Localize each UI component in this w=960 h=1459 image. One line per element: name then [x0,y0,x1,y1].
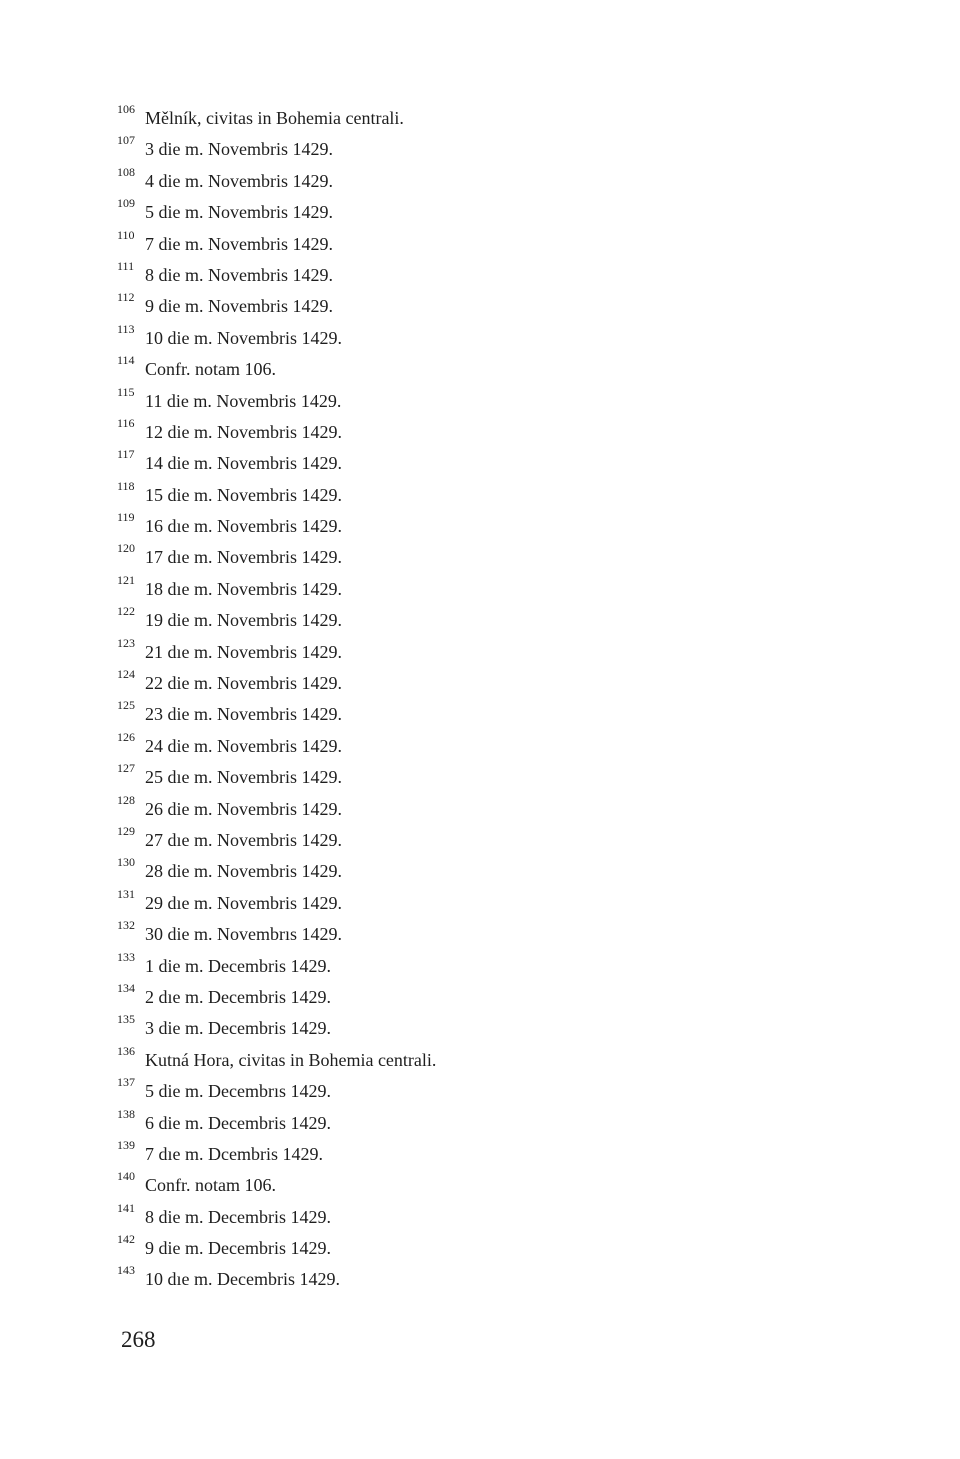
footnote-item [117,855,436,886]
footnote-item [117,165,436,196]
footnote-number: 122 [117,604,135,619]
footnote-number: 112 [117,290,135,305]
footnote-number: 126 [117,729,135,744]
footnote-text: 22 die m. Novembris 1429. [145,673,342,694]
footnote-number: 142 [117,1232,135,1247]
footnote-item [117,447,436,478]
footnote-text: 25 dıe m. Novembris 1429. [145,767,342,788]
footnote-text: 10 dıe m. Decembris 1429. [145,1269,340,1290]
footnote-number: 143 [117,1263,135,1278]
footnote-text: 10 die m. Novembris 1429. [145,327,342,348]
footnote-item [117,761,436,792]
footnote-item [117,698,436,729]
footnote-number: 140 [117,1169,135,1184]
footnote-text: 17 dıe m. Novembris 1429. [145,547,342,568]
page-number: 268 [121,1327,156,1352]
footnote-number: 132 [117,918,135,933]
footnote-number: 127 [117,761,135,776]
footnote-item [117,824,436,855]
footnote-text: 24 die m. Novembris 1429. [145,735,342,756]
footnote-text: 1 die m. Decembris 1429. [145,955,331,976]
footnote-text: 11 die m. Novembris 1429. [145,390,342,411]
footnote-text: 30 die m. Novembrıs 1429. [145,924,342,945]
footnote-number: 107 [117,133,135,148]
footnote-number: 129 [117,823,135,838]
footnote-text: Mělník, civitas in Bohemia centrali. [145,108,404,128]
footnote-number: 136 [117,1043,135,1058]
footnote-text: 27 dıe m. Novembris 1429. [145,829,342,850]
footnote-number: 135 [117,1012,135,1027]
footnote-text: Confr. notam 106. [145,1175,276,1196]
footnote-number: 138 [117,1106,135,1121]
footnote-number: 108 [117,164,135,179]
footnote-number: 128 [117,792,135,807]
footnote-item [117,918,436,949]
footnote-text: 26 die m. Novembris 1429. [145,798,342,819]
footnotes-list [117,102,436,1295]
footnote-item [117,510,436,541]
footnote-number: 109 [117,196,135,211]
footnote-number: 113 [117,321,135,336]
footnote-item [117,1201,436,1232]
footnote-number: 139 [117,1137,135,1152]
footnote-text: 21 dıe m. Novembris 1429. [145,641,342,662]
footnote-text: 15 die m. Novembris 1429. [145,484,342,505]
footnote-number: 117 [117,447,135,462]
footnote-number: 141 [117,1200,135,1215]
footnote-item [117,416,436,447]
footnote-item [117,636,436,667]
footnote-number: 131 [117,886,135,901]
footnote-item [117,950,436,981]
footnote-number: 116 [117,415,135,430]
footnote-item [117,793,436,824]
footnote-number: 137 [117,1075,135,1090]
footnote-text: 12 die m. Novembris 1429. [145,421,342,442]
footnote-text: 3 die m. Decembris 1429. [145,1018,331,1039]
footnote-item [117,259,436,290]
footnote-number: 120 [117,541,135,556]
footnote-text: 28 die m. Novembris 1429. [145,861,342,882]
footnote-item [117,353,436,384]
footnote-item [117,541,436,572]
footnote-text: 2 dıe m. Decembris 1429. [145,986,331,1007]
footnote-text: 5 die m. Decembrıs 1429. [145,1081,331,1102]
footnote-item [117,1263,436,1294]
footnote-item [117,102,436,133]
footnote-number: 115 [117,384,135,399]
footnote-text: 8 die m. Decembris 1429. [145,1206,331,1227]
footnote-number: 110 [117,227,135,242]
footnote-item [117,228,436,259]
footnote-item [117,196,436,227]
footnote-item [117,1107,436,1138]
footnote-item [117,1138,436,1169]
footnote-number: 130 [117,855,135,870]
footnote-number: 134 [117,980,135,995]
footnote-text: 8 die m. Novembris 1429. [145,264,333,285]
footnote-item [117,887,436,918]
footnote-item [117,981,436,1012]
footnote-text: 9 die m. Novembris 1429. [145,296,333,317]
footnote-text: 3 die m. Novembris 1429. [145,139,333,160]
footnote-item [117,573,436,604]
footnote-item [117,667,436,698]
footnote-text: 18 dıe m. Novembris 1429. [145,578,342,599]
footnote-number: 118 [117,478,135,493]
footnote-item [117,322,436,353]
footnote-text: 7 dıe m. Dcembris 1429. [145,1143,323,1164]
footnote-text: 4 die m. Novembris 1429. [145,170,333,191]
footnote-text: 23 die m. Novembris 1429. [145,704,342,725]
footnote-text: 9 die m. Decembris 1429. [145,1238,331,1259]
footnote-text: 16 dıe m. Novembris 1429. [145,516,342,537]
footnote-item [117,1169,436,1200]
footnote-number: 119 [117,510,135,525]
footnote-text: 6 die m. Decembris 1429. [145,1112,331,1133]
footnote-text: 14 die m. Novembris 1429. [145,453,342,474]
footnote-item [117,1044,436,1075]
footnote-text: 19 die m. Novembris 1429. [145,610,342,631]
footnote-text: Kutná Hora, civitas in Bohemia centrali. [145,1049,437,1070]
footnote-number: 114 [117,353,135,368]
footnote-item [117,385,436,416]
footnote-text: 7 die m. Novembris 1429. [145,233,333,254]
footnote-item [117,290,436,321]
footnote-number: 125 [117,698,135,713]
footnote-number: 124 [117,667,135,682]
footnote-number: 123 [117,635,135,650]
footnote-item [117,1075,436,1106]
footnote-text: Confr. notam 106. [145,359,276,380]
footnote-item [117,1012,436,1043]
footnote-item [117,730,436,761]
footnote-text: 29 dıe m. Novembris 1429. [145,892,342,913]
footnote-item [117,604,436,635]
footnote-number: 106 [117,102,135,116]
footnote-number: 133 [117,949,135,964]
footnote-number: 111 [117,258,135,273]
footnote-item [117,133,436,164]
footnote-text: 5 die m. Novembris 1429. [145,202,333,223]
footnote-item [117,1232,436,1263]
footnote-number: 121 [117,572,135,587]
footnote-item [117,479,436,510]
